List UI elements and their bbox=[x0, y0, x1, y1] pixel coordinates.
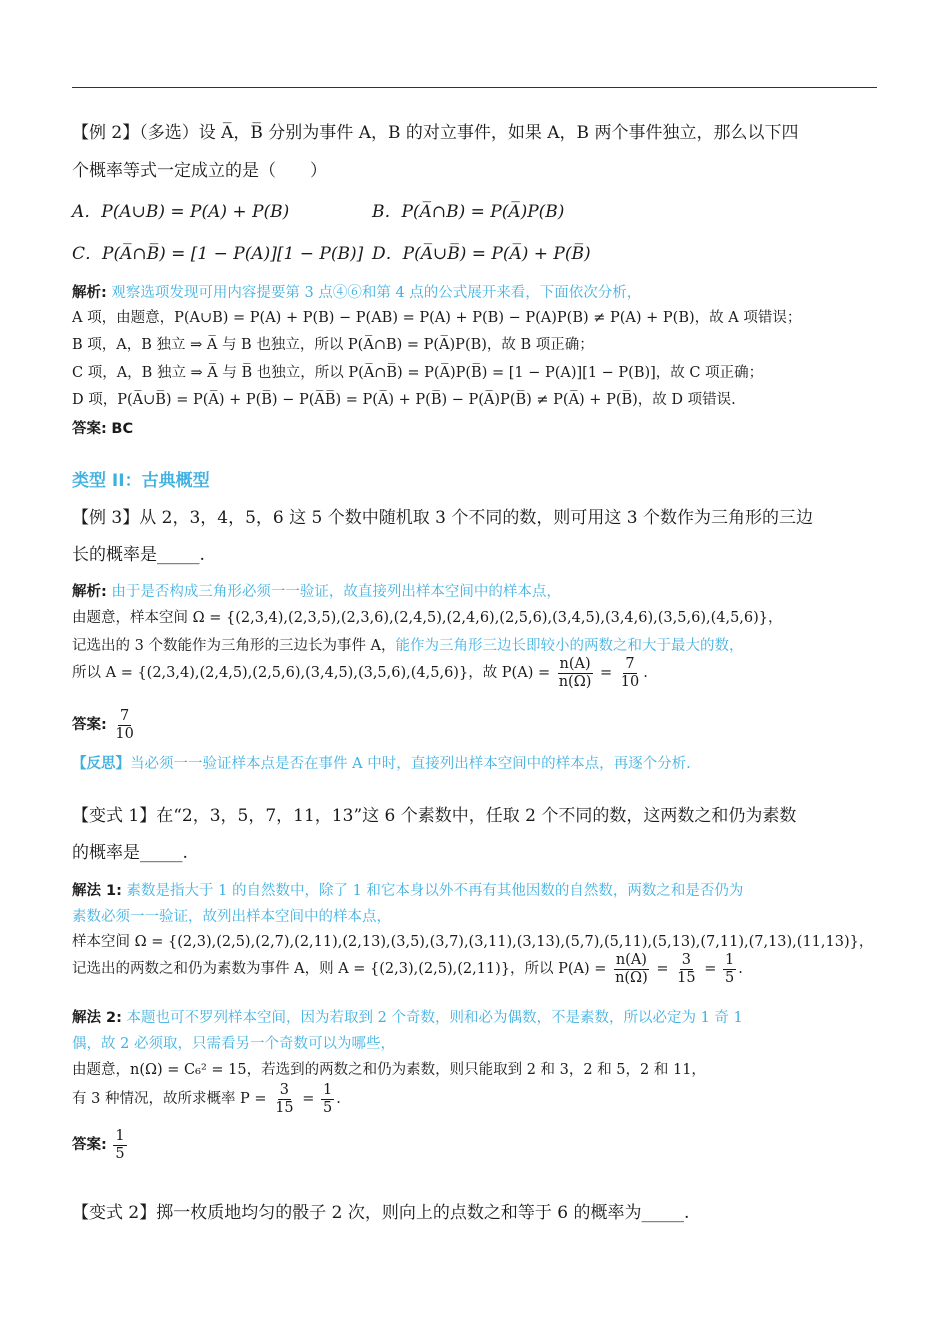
period: . bbox=[738, 961, 743, 978]
ex3-analysis-intro bbox=[72, 580, 561, 601]
var1-sol2-line4 bbox=[72, 1082, 341, 1116]
answer-value: BC bbox=[111, 421, 134, 437]
reflect-label: 【反思】 bbox=[72, 756, 130, 772]
answer-fraction: $\frac{7}{10}$ bbox=[115, 708, 134, 742]
ex3-event bbox=[72, 634, 744, 655]
solution2-label: 解法 2: bbox=[72, 1010, 122, 1026]
analysis-label: 解析: bbox=[72, 285, 107, 301]
ex2-options-ab bbox=[72, 197, 564, 222]
ex2-answer bbox=[72, 417, 133, 438]
period: . bbox=[643, 665, 648, 682]
equals-sign: = bbox=[704, 961, 717, 978]
ex3-reflection bbox=[72, 752, 691, 773]
header-rule bbox=[72, 87, 877, 88]
var1-sol1-intro1 bbox=[72, 879, 743, 900]
fraction-3-15: $\frac{3}{15}$ bbox=[677, 952, 696, 986]
period: . bbox=[336, 1091, 341, 1108]
section-heading-type2: 类型 II：古典概型 bbox=[72, 471, 210, 491]
ex2-item-d: D 项，P(A̅∪B̅) = P(A̅) + P(B̅) − P(A̅B̅) = P(A̅) + P(B̅) − P(A̅)P(B̅) ≠ P(A̅) + P(B̅)，故 D 项错误. bbox=[72, 392, 736, 408]
fraction-na-nomega: $\frac{n(A)}{n(\Omega)}$ bbox=[558, 656, 592, 690]
option-b: B．P(A̅∩B) = P(A̅)P(B) bbox=[372, 202, 565, 222]
fraction-result: $\frac{7}{10}$ bbox=[620, 656, 640, 690]
var2-question-line1: 【变式 2】掷一枚质地均匀的骰子 2 次，则向上的点数之和等于 6 的概率为_____. bbox=[72, 1203, 690, 1223]
option-c: C．P(A̅∩B̅) = [1 − P(A)][1 − P(B)] bbox=[72, 244, 364, 264]
ex3-sample-space: 由题意，样本空间 Ω = {(2,3,4),(2,3,5),(2,3,6),(2,4,5),(2,4,6),(2,5,6),(3,4,5),(3,4,6),(3,5,6),(4,5,6)}， bbox=[72, 610, 783, 626]
solution1-label: 解法 1: bbox=[72, 883, 122, 899]
var1-sol2-intro2: 偶，故 2 必须取，只需看另一个奇数可以为哪些， bbox=[72, 1036, 395, 1052]
var1-sol2-intro1 bbox=[72, 1006, 743, 1027]
ex2-item-b: B 项，A，B 独立 ⇒ A̅ 与 B 也独立，所以 P(A̅∩B) = P(A̅)P(B)，故 B 项正确； bbox=[72, 337, 594, 353]
equals-sign: = bbox=[656, 961, 669, 978]
analysis-intro-text: 由于是否构成三角形必须一一验证，故直接列出样本空间中的样本点， bbox=[111, 584, 561, 600]
event-prefix: 记选出的两数之和仍为素数为事件 A，则 A = {(2,3),(2,5),(2,11)}，所以 P(A) = bbox=[72, 961, 607, 978]
var1-answer bbox=[72, 1128, 129, 1162]
ex2-question-line1: 【例 2】（多选）设 A̅，B̅ 分别为事件 A，B 的对立事件，如果 A，B 两个事件独立，那么以下四 bbox=[72, 123, 799, 143]
var1-event bbox=[72, 952, 743, 986]
ex3-answer bbox=[72, 708, 138, 742]
fraction-1-5: $\frac{1}{5}$ bbox=[724, 952, 735, 986]
equals-sign: = bbox=[600, 665, 613, 682]
reflect-text: 当必须一一验证样本点是否在事件 A 中时，直接列出样本空间中的样本点，再逐个分析. bbox=[130, 756, 691, 772]
var1-sol2-line3: 由题意，n(Ω) = C₆² = 15，若选到的两数之和仍为素数，则只能取到 2 和 3，2 和 5，2 和 11， bbox=[72, 1062, 706, 1078]
var1-sol1-intro2: 素数必须一一验证，故列出样本空间中的样本点， bbox=[72, 909, 391, 925]
answer-label: 答案: bbox=[72, 421, 107, 437]
answer-label: 答案: bbox=[72, 1137, 107, 1154]
option-a: A．P(A∪B) = P(A) + P(B) bbox=[72, 202, 290, 222]
fraction-na-nomega: $\frac{n(A)}{n(\Omega)}$ bbox=[615, 952, 648, 986]
fraction-1-5: $\frac{1}{5}$ bbox=[323, 1082, 333, 1116]
option-d: D．P(A̅∪B̅) = P(A̅) + P(B̅) bbox=[372, 244, 591, 264]
fraction-3-15: $\frac{3}{15}$ bbox=[275, 1082, 294, 1116]
ex3-question-line2: 长的概率是_____. bbox=[72, 545, 205, 565]
ex2-question-line2: 个概率等式一定成立的是（ ） bbox=[72, 161, 327, 181]
solution2-intro-text: 本题也可不罗列样本空间，因为若取到 2 个奇数，则和必为偶数，不是素数，所以必定为 1 奇 1 bbox=[126, 1010, 743, 1026]
result-prefix: 所以 A = {(2,3,4),(2,4,5),(2,5,6),(3,4,5),(3,5,6),(4,5,6)}，故 P(A) = bbox=[72, 665, 551, 682]
analysis-label: 解析: bbox=[72, 584, 107, 600]
equals-sign: = bbox=[302, 1091, 315, 1108]
probability-prefix: 有 3 种情况，故所求概率 P = bbox=[72, 1091, 267, 1108]
event-hint: 能作为三角形三边长即较小的两数之和大于最大的数， bbox=[395, 638, 744, 654]
ex2-item-a: A 项，由题意，P(A∪B) = P(A) + P(B) − P(AB) = P(A) + P(B) − P(A)P(B) ≠ P(A) + P(B)，故 A 项错误； bbox=[72, 310, 802, 326]
var1-sample-space: 样本空间 Ω = {(2,3),(2,5),(2,7),(2,11),(2,13),(3,5),(3,7),(3,11),(3,13),(5,7),(5,11),(5,13),(7,11),(7,13),(11,13)}， bbox=[72, 934, 874, 950]
var1-question-line2: 的概率是_____. bbox=[72, 843, 188, 863]
ex3-question-line1: 【例 3】从 2，3，4，5，6 这 5 个数中随机取 3 个不同的数，则可用这 3 个数作为三角形的三边 bbox=[72, 508, 813, 528]
answer-fraction: $\frac{1}{5}$ bbox=[115, 1128, 125, 1162]
answer-label: 答案: bbox=[72, 717, 107, 734]
ex2-options-cd bbox=[72, 239, 591, 264]
solution1-intro-text: 素数是指大于 1 的自然数中，除了 1 和它本身以外不再有其他因数的自然数，两数之和是否仍为 bbox=[126, 883, 744, 899]
ex2-analysis-intro bbox=[72, 281, 641, 302]
ex3-result bbox=[72, 656, 648, 690]
var1-question-line1: 【变式 1】在“2，3，5，7，11，13”这 6 个素数中，任取 2 个不同的数，这两数之和仍为素数 bbox=[72, 806, 797, 826]
event-text: 记选出的 3 个数能作为三角形的三边长为事件 A， bbox=[72, 638, 396, 654]
analysis-intro-text: 观察选项发现可用内容提要第 3 点④⑥和第 4 点的公式展开来看，下面依次分析， bbox=[111, 285, 642, 301]
ex2-item-c: C 项，A，B 独立 ⇒ A̅ 与 B̅ 也独立，所以 P(A̅∩B̅) = P(A̅)P(B̅) = [1 − P(A)][1 − P(B)]，故 C 项正确； bbox=[72, 365, 764, 381]
